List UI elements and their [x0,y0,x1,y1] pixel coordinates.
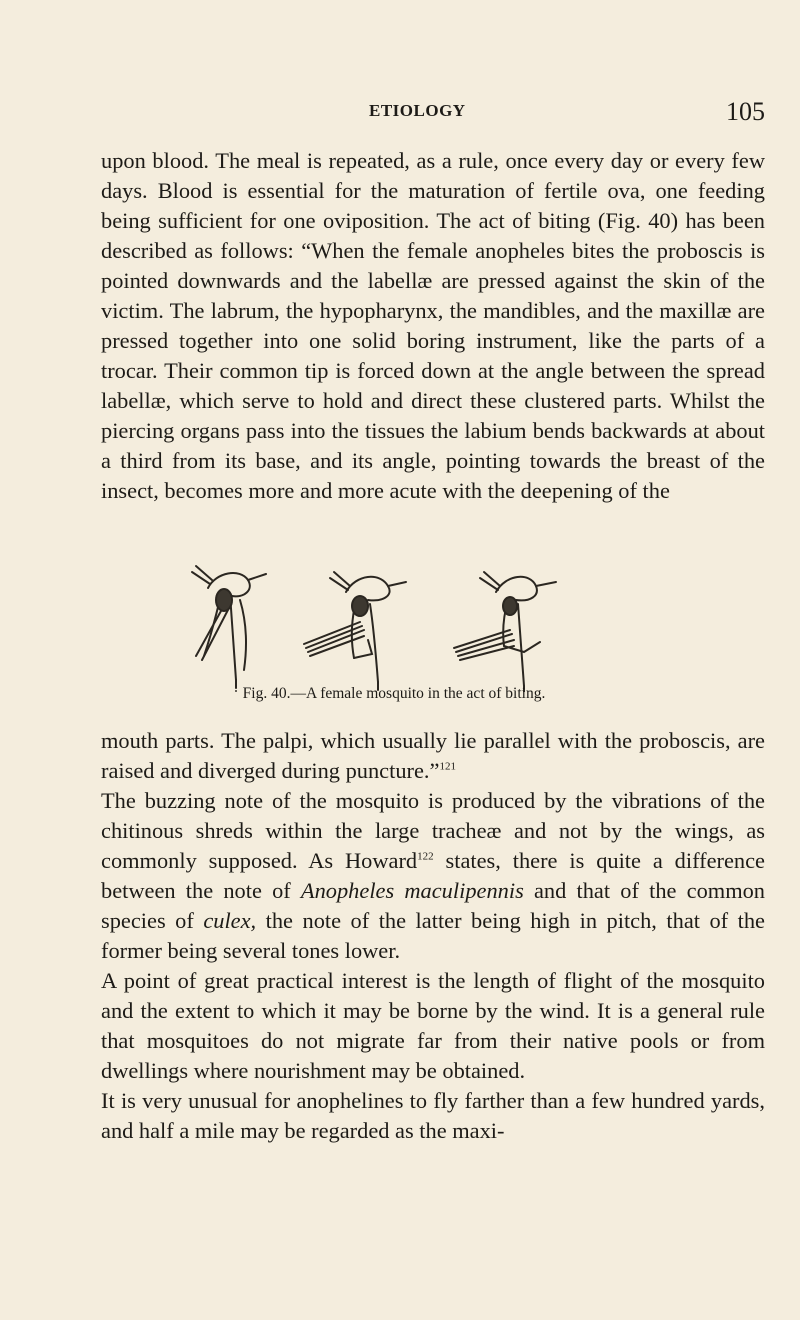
reference-122: 122 [417,850,434,863]
mosquito-stage-2 [304,572,406,690]
paragraph-palpi-text: mouth parts. The palpi, which usually lie parallel with the proboscis, are raised and diverged during puncture.” [101,728,765,783]
genus-culex: culex, [203,908,257,933]
mosquito-stage-3 [454,572,556,692]
mosquito-stage-1 [192,566,266,688]
paragraph-buzzing-text-1: The buzzing note of the mosquito is produced by the vibrations of the chitinous shreds within the large tracheæ and not by the wings, as commonly supposed. As Howard [101,788,765,873]
paragraph-buzzing-text-4: the note of the latter being high in pitch, that of the former being several tones lower. [101,908,765,963]
paragraph-buzzing-text-2: states, there is quite a difference between the note of [101,848,765,903]
paragraph-buzzing-note [101,786,765,966]
body-text-bottom [101,726,765,1146]
running-head [101,97,765,131]
mosquito-illustration [184,560,604,692]
paragraph-palpi [101,726,765,786]
figure-mosquito-biting [184,560,604,720]
figure-caption-label: Fig. 40. [242,685,291,702]
body-text-top [101,146,765,506]
paragraph-biting-description: upon blood. The meal is repeated, as a rule, once every day or every few days. Blood is essential for the maturation of fertile ova, one feeding being sufficient for one oviposition. The act of biting (Fig. 40) has been described as follows: “When the female anopheles bites the proboscis is pointed downwards and the labellæ are pressed against the skin of the victim. The labrum, the hypopharynx, the mandibles, and the maxillæ are pressed together into one solid boring instrument, like the parts of a trocar. Their common tip is forced down at the angle between the spread labellæ, which serve to hold and direct these clustered parts. Whilst the piercing organs pass into the tissues the labium bends backwards at about a third from its base, and its angle, pointing towards the breast of the insect, becomes more and more acute with the deepening of the [101,148,765,503]
figure-caption-text: —A female mosquito in the act of biting. [290,685,546,702]
paragraph-flight-length: A point of great practical interest is the length of flight of the mosquito and the extent to which it may be borne by the wind. It is a general rule that mosquitoes do not migrate far from their native pools or from dwellings where nourishment may be obtained. [101,968,765,1083]
running-title: ETIOLOGY [369,101,466,120]
figure-caption [184,684,604,704]
page-number: 105 [726,97,765,126]
reference-121: 121 [439,760,456,773]
paragraph-buzzing-text-3: and that of the common species of [101,878,765,933]
paragraph-flight-distance: It is very unusual for anophelines to fly farther than a few hundred yards, and half a mile may be regarded as the maxi- [101,1088,765,1143]
species-anopheles-maculipennis: Anopheles maculipennis [300,878,524,903]
